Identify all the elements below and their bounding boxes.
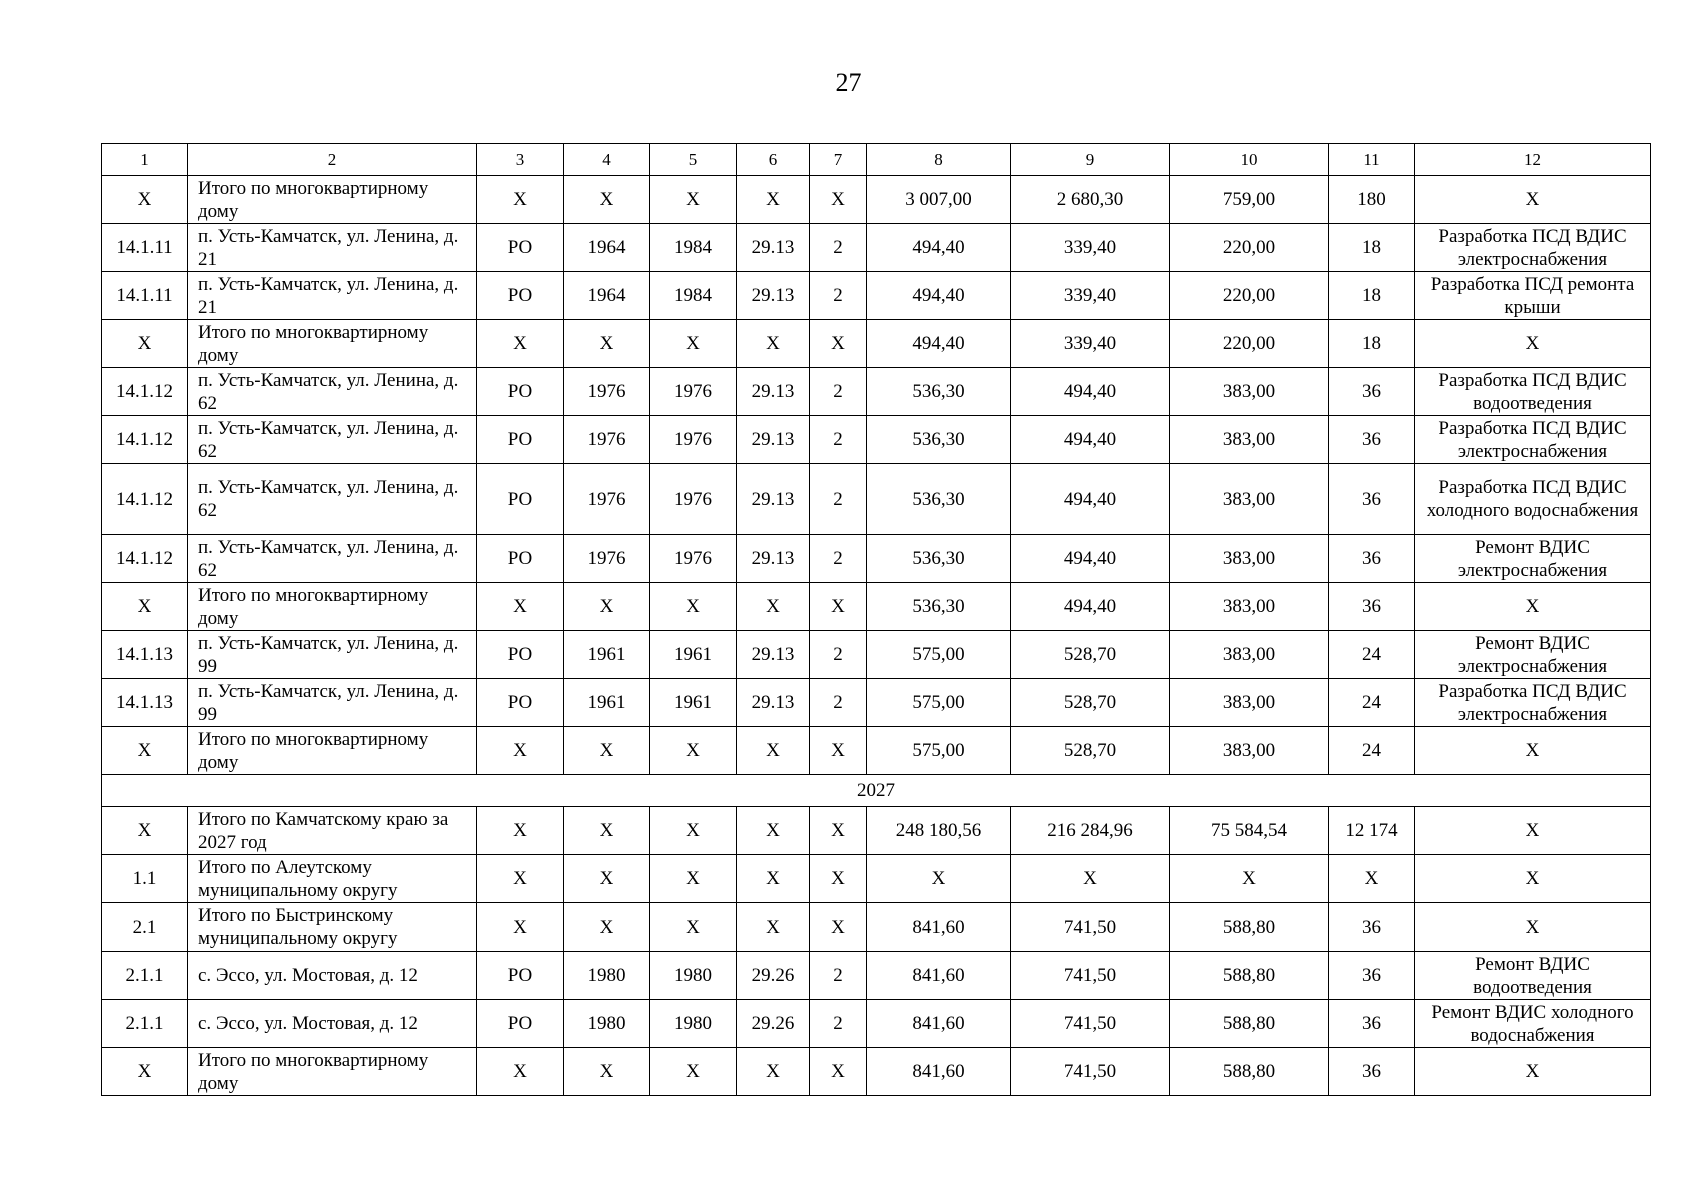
table-cell: 383,00 xyxy=(1170,535,1329,583)
table-cell: 383,00 xyxy=(1170,727,1329,775)
table-cell: РО xyxy=(477,631,564,679)
table-cell: 36 xyxy=(1329,903,1415,952)
table-cell: 383,00 xyxy=(1170,368,1329,416)
table-cell: 536,30 xyxy=(867,583,1011,631)
table-cell: 14.1.12 xyxy=(102,416,188,464)
table-cell: 1961 xyxy=(564,631,650,679)
table-cell: X xyxy=(564,903,650,952)
table-cell: X xyxy=(564,727,650,775)
table-cell: 588,80 xyxy=(1170,903,1329,952)
table-cell: Итого по многоквартирному дому xyxy=(188,727,477,775)
data-table xyxy=(101,143,1651,1096)
table-cell: Разработка ПСД ВДИС электроснабжения xyxy=(1415,679,1651,727)
table-cell: 24 xyxy=(1329,679,1415,727)
table-cell: X xyxy=(477,807,564,855)
table-cell: 494,40 xyxy=(867,224,1011,272)
table-cell: Разработка ПСД ремонта крыши xyxy=(1415,272,1651,320)
table-cell: 528,70 xyxy=(1011,727,1170,775)
table-cell: 220,00 xyxy=(1170,320,1329,368)
table-cell: 1976 xyxy=(650,464,737,535)
table-cell: 24 xyxy=(1329,727,1415,775)
table-cell: п. Усть-Камчатск, ул. Ленина, д. 99 xyxy=(188,631,477,679)
table-cell: 1961 xyxy=(564,679,650,727)
table-cell: X xyxy=(102,1048,188,1096)
table-cell: РО xyxy=(477,679,564,727)
header-cell: 5 xyxy=(650,144,737,176)
table-cell: РО xyxy=(477,1000,564,1048)
table-cell: X xyxy=(737,1048,810,1096)
table-cell: 2 xyxy=(810,952,867,1000)
table-cell: X xyxy=(810,176,867,224)
table-cell: Разработка ПСД ВДИС электроснабжения xyxy=(1415,416,1651,464)
table-cell: X xyxy=(102,727,188,775)
table-cell: 2 xyxy=(810,535,867,583)
table-cell: 536,30 xyxy=(867,464,1011,535)
table-cell: 383,00 xyxy=(1170,583,1329,631)
table-cell: X xyxy=(737,807,810,855)
table-cell: 1980 xyxy=(564,952,650,1000)
table-cell: 29.13 xyxy=(737,464,810,535)
table-cell: 29.13 xyxy=(737,272,810,320)
table-cell: X xyxy=(810,320,867,368)
table-cell: Итого по Алеутскому муниципальному округу xyxy=(188,855,477,903)
table-cell: 3 007,00 xyxy=(867,176,1011,224)
table-cell: 29.13 xyxy=(737,679,810,727)
table-cell: X xyxy=(650,855,737,903)
table-row xyxy=(102,855,1651,903)
table-cell: 1976 xyxy=(564,416,650,464)
table-cell: X xyxy=(477,583,564,631)
table-cell: 1964 xyxy=(564,272,650,320)
table-cell: 536,30 xyxy=(867,368,1011,416)
table-cell: X xyxy=(810,583,867,631)
table-cell: 841,60 xyxy=(867,903,1011,952)
table-cell: X xyxy=(1415,903,1651,952)
table-cell: 2 xyxy=(810,464,867,535)
table-cell: 494,40 xyxy=(1011,535,1170,583)
table-cell: 841,60 xyxy=(867,952,1011,1000)
table-cell: РО xyxy=(477,952,564,1000)
table-row xyxy=(102,679,1651,727)
table-cell: 1980 xyxy=(650,952,737,1000)
table-cell: X xyxy=(477,727,564,775)
table-cell: 383,00 xyxy=(1170,679,1329,727)
header-cell: 8 xyxy=(867,144,1011,176)
table-cell: 36 xyxy=(1329,952,1415,1000)
table-cell: X xyxy=(650,727,737,775)
table-cell: 2.1 xyxy=(102,903,188,952)
table-cell: Разработка ПСД ВДИС электроснабжения xyxy=(1415,224,1651,272)
table-cell: X xyxy=(650,807,737,855)
table-cell: X xyxy=(737,583,810,631)
table-cell: X xyxy=(564,320,650,368)
table-cell: 36 xyxy=(1329,583,1415,631)
table-cell: X xyxy=(810,1048,867,1096)
table-cell: 1976 xyxy=(650,535,737,583)
table-cell: 741,50 xyxy=(1011,1048,1170,1096)
table-cell: Итого по многоквартирному дому xyxy=(188,176,477,224)
table-cell: 18 xyxy=(1329,224,1415,272)
table-cell: Ремонт ВДИС холодного водоснабжения xyxy=(1415,1000,1651,1048)
table-cell: 1984 xyxy=(650,224,737,272)
table-cell: 339,40 xyxy=(1011,272,1170,320)
table-cell: 339,40 xyxy=(1011,320,1170,368)
table-cell: Разработка ПСД ВДИС водоотведения xyxy=(1415,368,1651,416)
table-cell: 14.1.13 xyxy=(102,631,188,679)
table-cell: 1976 xyxy=(564,464,650,535)
table-row xyxy=(102,272,1651,320)
table-cell: п. Усть-Камчатск, ул. Ленина, д. 62 xyxy=(188,535,477,583)
table-cell: 1964 xyxy=(564,224,650,272)
table-cell: 536,30 xyxy=(867,535,1011,583)
table-cell: 29.13 xyxy=(737,631,810,679)
table-row xyxy=(102,631,1651,679)
table-cell: 494,40 xyxy=(867,272,1011,320)
table-cell: РО xyxy=(477,272,564,320)
table-cell: X xyxy=(810,727,867,775)
table-cell: 14.1.13 xyxy=(102,679,188,727)
header-cell: 12 xyxy=(1415,144,1651,176)
table-cell: 741,50 xyxy=(1011,1000,1170,1048)
table-row xyxy=(102,176,1651,224)
table-cell: 494,40 xyxy=(1011,368,1170,416)
table-cell: 18 xyxy=(1329,320,1415,368)
table-cell: X xyxy=(810,855,867,903)
table-cell: X xyxy=(650,320,737,368)
table-cell: X xyxy=(737,855,810,903)
table-cell: 216 284,96 xyxy=(1011,807,1170,855)
table-cell: Итого по многоквартирному дому xyxy=(188,583,477,631)
table-row xyxy=(102,320,1651,368)
table-cell: 1961 xyxy=(650,679,737,727)
table-cell: 494,40 xyxy=(867,320,1011,368)
table-row xyxy=(102,903,1651,952)
table-cell: 1.1 xyxy=(102,855,188,903)
table-cell: 841,60 xyxy=(867,1048,1011,1096)
table-cell: 14.1.12 xyxy=(102,535,188,583)
table-cell: 494,40 xyxy=(1011,583,1170,631)
table-row xyxy=(102,224,1651,272)
table-cell: Итого по Быстринскому муниципальному округу xyxy=(188,903,477,952)
table-cell: 36 xyxy=(1329,1000,1415,1048)
table-cell: п. Усть-Камчатск, ул. Ленина, д. 62 xyxy=(188,416,477,464)
table-cell: 75 584,54 xyxy=(1170,807,1329,855)
table-cell: 528,70 xyxy=(1011,631,1170,679)
table-row xyxy=(102,535,1651,583)
table-cell: 12 174 xyxy=(1329,807,1415,855)
table-cell: X xyxy=(810,807,867,855)
year-row xyxy=(102,775,1651,807)
table-cell: 14.1.11 xyxy=(102,272,188,320)
table-cell: 1980 xyxy=(564,1000,650,1048)
table-cell: 588,80 xyxy=(1170,1048,1329,1096)
header-cell: 6 xyxy=(737,144,810,176)
table-cell: Итого по многоквартирному дому xyxy=(188,320,477,368)
table-cell: X xyxy=(102,583,188,631)
table-cell: 575,00 xyxy=(867,679,1011,727)
table-cell: X xyxy=(564,583,650,631)
table-cell: п. Усть-Камчатск, ул. Ленина, д. 21 xyxy=(188,224,477,272)
table-cell: 575,00 xyxy=(867,631,1011,679)
table-row xyxy=(102,952,1651,1000)
table-cell: X xyxy=(810,903,867,952)
table-cell: X xyxy=(737,320,810,368)
table-cell: 36 xyxy=(1329,464,1415,535)
table-cell: X xyxy=(477,320,564,368)
table-cell: X xyxy=(1415,855,1651,903)
table-row xyxy=(102,727,1651,775)
table-cell: п. Усть-Камчатск, ул. Ленина, д. 99 xyxy=(188,679,477,727)
table-cell: 36 xyxy=(1329,416,1415,464)
table-cell: X xyxy=(477,1048,564,1096)
header-cell: 4 xyxy=(564,144,650,176)
table-cell: Итого по Камчатскому краю за 2027 год xyxy=(188,807,477,855)
table-cell: 220,00 xyxy=(1170,272,1329,320)
table-cell: 2 xyxy=(810,631,867,679)
table-cell: X xyxy=(1011,855,1170,903)
table-cell: X xyxy=(867,855,1011,903)
table-cell: 383,00 xyxy=(1170,631,1329,679)
table-cell: 29.13 xyxy=(737,416,810,464)
header-cell: 11 xyxy=(1329,144,1415,176)
table-cell: 2.1.1 xyxy=(102,952,188,1000)
table-cell: Ремонт ВДИС электроснабжения xyxy=(1415,535,1651,583)
table-cell: 2 xyxy=(810,224,867,272)
table-cell: X xyxy=(102,320,188,368)
table-cell: п. Усть-Камчатск, ул. Ленина, д. 62 xyxy=(188,368,477,416)
header-cell: 2 xyxy=(188,144,477,176)
table-cell: РО xyxy=(477,224,564,272)
table-cell: 759,00 xyxy=(1170,176,1329,224)
table-cell: X xyxy=(1415,320,1651,368)
header-row xyxy=(102,144,1651,176)
table-cell: 1976 xyxy=(564,535,650,583)
table-cell: 2 xyxy=(810,272,867,320)
table-cell: X xyxy=(102,807,188,855)
table-cell: X xyxy=(650,903,737,952)
table-cell: Разработка ПСД ВДИС холодного водоснабжения xyxy=(1415,464,1651,535)
table-cell: X xyxy=(737,727,810,775)
table-cell: 24 xyxy=(1329,631,1415,679)
table-cell: X xyxy=(564,176,650,224)
table-cell: X xyxy=(1170,855,1329,903)
table-cell: 180 xyxy=(1329,176,1415,224)
table-cell: Ремонт ВДИС электроснабжения xyxy=(1415,631,1651,679)
table-cell: X xyxy=(477,855,564,903)
table-cell: 339,40 xyxy=(1011,224,1170,272)
table-cell: 383,00 xyxy=(1170,416,1329,464)
table-cell: Итого по многоквартирному дому xyxy=(188,1048,477,1096)
table-cell: 36 xyxy=(1329,1048,1415,1096)
table-cell: с. Эссо, ул. Мостовая, д. 12 xyxy=(188,952,477,1000)
table-row xyxy=(102,1000,1651,1048)
table-cell: 14.1.11 xyxy=(102,224,188,272)
table-cell: X xyxy=(1415,727,1651,775)
table-cell: X xyxy=(564,855,650,903)
table-cell: РО xyxy=(477,535,564,583)
table-row xyxy=(102,1048,1651,1096)
header-cell: 9 xyxy=(1011,144,1170,176)
table-cell: 18 xyxy=(1329,272,1415,320)
table-cell: 588,80 xyxy=(1170,952,1329,1000)
table-row xyxy=(102,464,1651,535)
table-cell: РО xyxy=(477,464,564,535)
table-cell: X xyxy=(102,176,188,224)
table-cell: X xyxy=(1329,855,1415,903)
table-cell: X xyxy=(564,1048,650,1096)
table-cell: 36 xyxy=(1329,535,1415,583)
table-cell: X xyxy=(477,176,564,224)
table-row xyxy=(102,583,1651,631)
table-cell: X xyxy=(650,583,737,631)
table-cell: с. Эссо, ул. Мостовая, д. 12 xyxy=(188,1000,477,1048)
table-cell: 29.26 xyxy=(737,952,810,1000)
table-cell: X xyxy=(650,176,737,224)
table-cell: РО xyxy=(477,368,564,416)
table-cell: 2 xyxy=(810,368,867,416)
table-cell: X xyxy=(564,807,650,855)
header-cell: 3 xyxy=(477,144,564,176)
table-cell: 29.13 xyxy=(737,224,810,272)
table-cell: 29.13 xyxy=(737,535,810,583)
table-cell: п. Усть-Камчатск, ул. Ленина, д. 21 xyxy=(188,272,477,320)
table-cell: 14.1.12 xyxy=(102,464,188,535)
table-cell: 575,00 xyxy=(867,727,1011,775)
table-cell: X xyxy=(737,903,810,952)
table-cell: п. Усть-Камчатск, ул. Ленина, д. 62 xyxy=(188,464,477,535)
table-cell: X xyxy=(1415,807,1651,855)
table-cell: 1961 xyxy=(650,631,737,679)
table-cell: 248 180,56 xyxy=(867,807,1011,855)
table-cell: 494,40 xyxy=(1011,416,1170,464)
table-row xyxy=(102,807,1651,855)
table-cell: РО xyxy=(477,416,564,464)
table-cell: X xyxy=(650,1048,737,1096)
table-cell: 1980 xyxy=(650,1000,737,1048)
table-cell: 841,60 xyxy=(867,1000,1011,1048)
header-cell: 7 xyxy=(810,144,867,176)
table-cell: Ремонт ВДИС водоотведения xyxy=(1415,952,1651,1000)
table-cell: X xyxy=(1415,176,1651,224)
year-label: 2027 xyxy=(102,775,1651,807)
table-cell: 2.1.1 xyxy=(102,1000,188,1048)
table-cell: 383,00 xyxy=(1170,464,1329,535)
table-cell: 1976 xyxy=(650,416,737,464)
page-number: 27 xyxy=(835,68,862,97)
table-cell: 741,50 xyxy=(1011,952,1170,1000)
header-cell: 1 xyxy=(102,144,188,176)
table-cell: 1984 xyxy=(650,272,737,320)
table-row xyxy=(102,368,1651,416)
table-cell: X xyxy=(1415,583,1651,631)
table-cell: 220,00 xyxy=(1170,224,1329,272)
table-cell: 1976 xyxy=(564,368,650,416)
table-cell: X xyxy=(1415,1048,1651,1096)
header-cell: 10 xyxy=(1170,144,1329,176)
table-cell: 36 xyxy=(1329,368,1415,416)
table-cell: 528,70 xyxy=(1011,679,1170,727)
table-cell: X xyxy=(737,176,810,224)
table-cell: 29.26 xyxy=(737,1000,810,1048)
table-cell: 588,80 xyxy=(1170,1000,1329,1048)
table-cell: 2 xyxy=(810,1000,867,1048)
table-cell: 2 680,30 xyxy=(1011,176,1170,224)
table-cell: 741,50 xyxy=(1011,903,1170,952)
table-cell: 1976 xyxy=(650,368,737,416)
table-cell: X xyxy=(477,903,564,952)
table-cell: 2 xyxy=(810,416,867,464)
table-cell: 494,40 xyxy=(1011,464,1170,535)
table-cell: 536,30 xyxy=(867,416,1011,464)
table-cell: 14.1.12 xyxy=(102,368,188,416)
table-cell: 2 xyxy=(810,679,867,727)
table-cell: 29.13 xyxy=(737,368,810,416)
table-row xyxy=(102,416,1651,464)
